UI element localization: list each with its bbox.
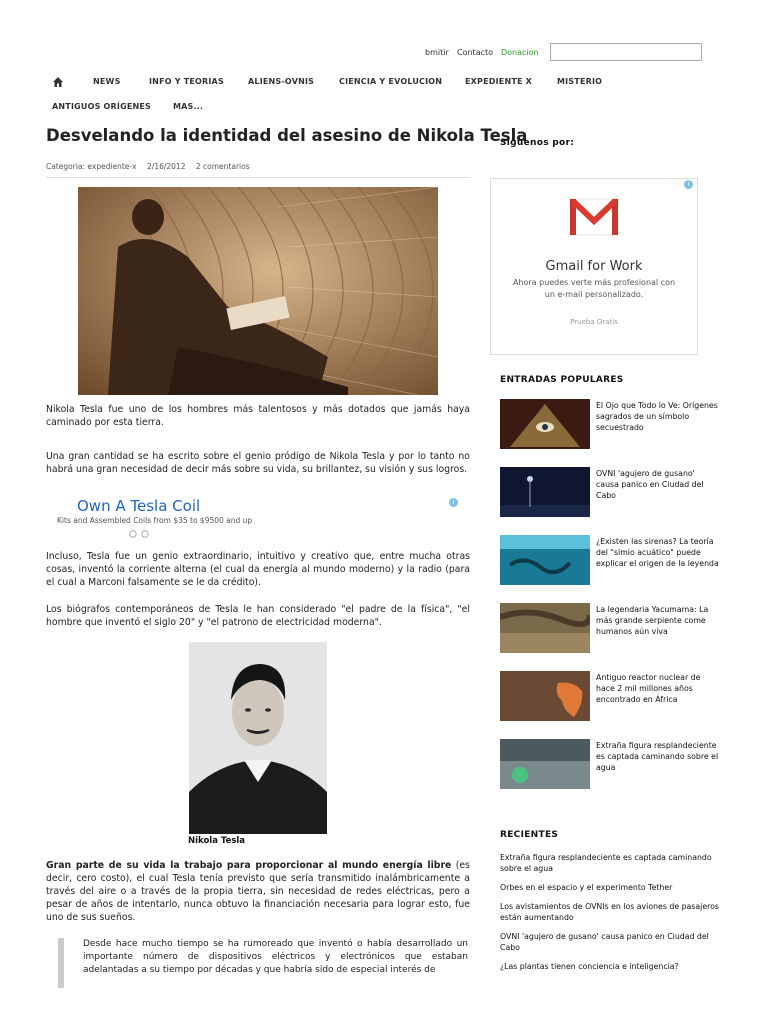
popular-post-title[interactable]: ¿Existen las sirenas? La teoría del "simio acuático" puede explicar el origen de la leyenda [596, 537, 719, 568]
gmail-ad[interactable] [490, 178, 698, 355]
nav-item-ciencia-evolucion[interactable]: CIENCIA Y EVOLUCION [339, 77, 443, 86]
article-meta [46, 162, 250, 171]
nav-item-misterio[interactable]: MISTERIO [557, 77, 603, 86]
popular-post-thumbnail[interactable] [500, 535, 590, 585]
gmail-ad-subtitle: Ahora puedes verte más profesional con un e-mail personalizado. [512, 278, 676, 299]
article-paragraph-1: Nikola Tesla fue uno de los hombres más talentosos y más dotados que jamás haya caminado por esta tierra. [46, 404, 470, 428]
popular-post[interactable] [500, 467, 740, 519]
search-input[interactable] [550, 43, 702, 61]
popular-post-title[interactable]: OVNI 'agujero de gusano' causa panico en Ciudad del Cabo [596, 469, 704, 500]
gmail-logo-icon [568, 197, 620, 237]
article-paragraph-2: Una gran cantidad se ha escrito sobre el genio pródigo de Nikola Tesla y por lo tanto no habrá una gran necesidad de decir más sobre su vida, su brillantez, su visión y sus logros. [46, 451, 470, 475]
nav-item-info-teorias[interactable]: INFO Y TEORIAS [149, 77, 224, 86]
popular-post-title[interactable]: Antiguo reactor nuclear de hace 2 mil millones años encontrado en África [596, 673, 701, 704]
paragraph-5-bold: Gran parte de su vida la trabajo para proporcionar al mundo energía libre [46, 860, 452, 871]
nav-item-mas[interactable]: MAS... [173, 102, 204, 111]
popular-post-title[interactable]: El Ojo que Todo lo Ve: Orígenes sagrados de un símbolo secuestrado [596, 401, 718, 432]
home-icon[interactable] [52, 76, 64, 88]
nav-item-aliens-ovnis[interactable]: ALIENS-OVNIS [248, 77, 315, 86]
popular-post-title[interactable]: La legendaria Yacumama: La más grande serpiente come humanos aún viva [596, 605, 709, 636]
top-link-bmitir[interactable]: bmitir [425, 48, 449, 57]
divider [46, 177, 470, 178]
gmail-ad-button[interactable]: Prueba Gratis [570, 318, 618, 326]
ad-pager-icon[interactable] [128, 529, 152, 539]
article-paragraph-5 [46, 859, 470, 924]
article-comments[interactable]: 2 comentarios [195, 162, 250, 171]
top-link-donacion[interactable]: Donacion [501, 48, 539, 57]
popular-post[interactable] [500, 739, 740, 791]
nav-item-news[interactable]: NEWS [93, 77, 121, 86]
popular-post-thumbnail[interactable] [500, 467, 590, 517]
popular-post-thumbnail[interactable] [500, 603, 590, 653]
gmail-ad-info-icon[interactable]: i [684, 180, 693, 189]
popular-post[interactable] [500, 399, 740, 451]
popular-post[interactable] [500, 671, 740, 723]
article-blockquote: Desde hace mucho tiempo se ha rumoreado que inventó o había desarrollado un importante número de dispositivos eléctricos y electrónicos que estaban adelantadas a su tiempo por décadas y que habría sido de especial interés de [58, 938, 468, 988]
popular-post[interactable] [500, 535, 740, 587]
recent-post-link[interactable]: Orbes en el espacio y el experimento Tether [500, 883, 673, 892]
portrait-caption: Nikola Tesla [188, 836, 246, 846]
tesla-portrait-photo [189, 642, 327, 834]
ad-title[interactable]: Own A Tesla Coil [77, 497, 201, 515]
recent-post-link[interactable]: Extraña figura resplandeciente es captada caminando sobre el agua [500, 853, 712, 873]
tesla-reading-photo [78, 187, 438, 395]
popular-post-title[interactable]: Extraña figura resplandeciente es captada caminando sobre el agua [596, 741, 719, 772]
popular-post-thumbnail[interactable] [500, 739, 590, 789]
popular-post[interactable] [500, 603, 740, 655]
recent-post-link[interactable]: OVNI 'agujero de gusano' causa panico en Ciudad del Cabo [500, 932, 709, 952]
gmail-ad-title: Gmail for Work [545, 259, 643, 274]
popular-post-thumbnail[interactable] [500, 671, 590, 721]
article-title: Desvelando la identidad del asesino de Nikola Tesla [46, 126, 528, 145]
article-paragraph-4: Los biógrafos contemporáneos de Tesla le han considerado "el padre de la física", "el hombre que inventó el siglo 20" y "el patrono de electricidad moderna". [46, 604, 470, 628]
recent-post-link[interactable]: Los avistamientos de OVNIs en los aviones de pasajeros están aumentando [500, 902, 719, 922]
popular-heading: ENTRADAS POPULARES [500, 375, 624, 385]
top-link-contacto[interactable]: Contacto [457, 48, 494, 57]
ad-subtitle: Kits and Assembled Coils from $35 to $9500 and up [57, 516, 253, 525]
ad-info-icon[interactable]: i [449, 498, 458, 507]
article-date: 2/16/2012 [147, 162, 186, 171]
recent-post-link[interactable]: ¿Las plantas tienen conciencia e inteligencia? [500, 962, 679, 971]
popular-post-thumbnail[interactable] [500, 399, 590, 449]
article-paragraph-3: Incluso, Tesla fue un genio extraordinario, intuitivo y creativo que, entre mucha otras cosas, inventó la corriente alterna (el cual da energía al mundo moderno) y la radio (para el cual a Marconi falsamente se le da crédito). [46, 551, 470, 588]
nav-item-antiguos-origenes[interactable]: ANTIGUOS ORÍGENES [52, 102, 152, 111]
nav-item-expediente-x[interactable]: EXPEDIENTE X [465, 77, 533, 86]
paragraph-5-rest: (es decir, cero costo), el cual Tesla tenía previsto que sería transmitido inalámbricamente a través del aire o a través de la propia tierra, sin necesidad de redes eléctricas, pero a pesar de años de intentarlo, nunca obtuvo la financiación necesaria para lograr esto, fue uno de sus sueños. [46, 860, 470, 923]
tesla-coil-ad[interactable] [46, 496, 466, 538]
follow-heading: Siguenos por: [500, 138, 575, 148]
article-category[interactable]: Categoria: expediente-x [46, 162, 137, 171]
recent-heading: RECIENTES [500, 830, 559, 840]
top-bar [0, 43, 768, 63]
